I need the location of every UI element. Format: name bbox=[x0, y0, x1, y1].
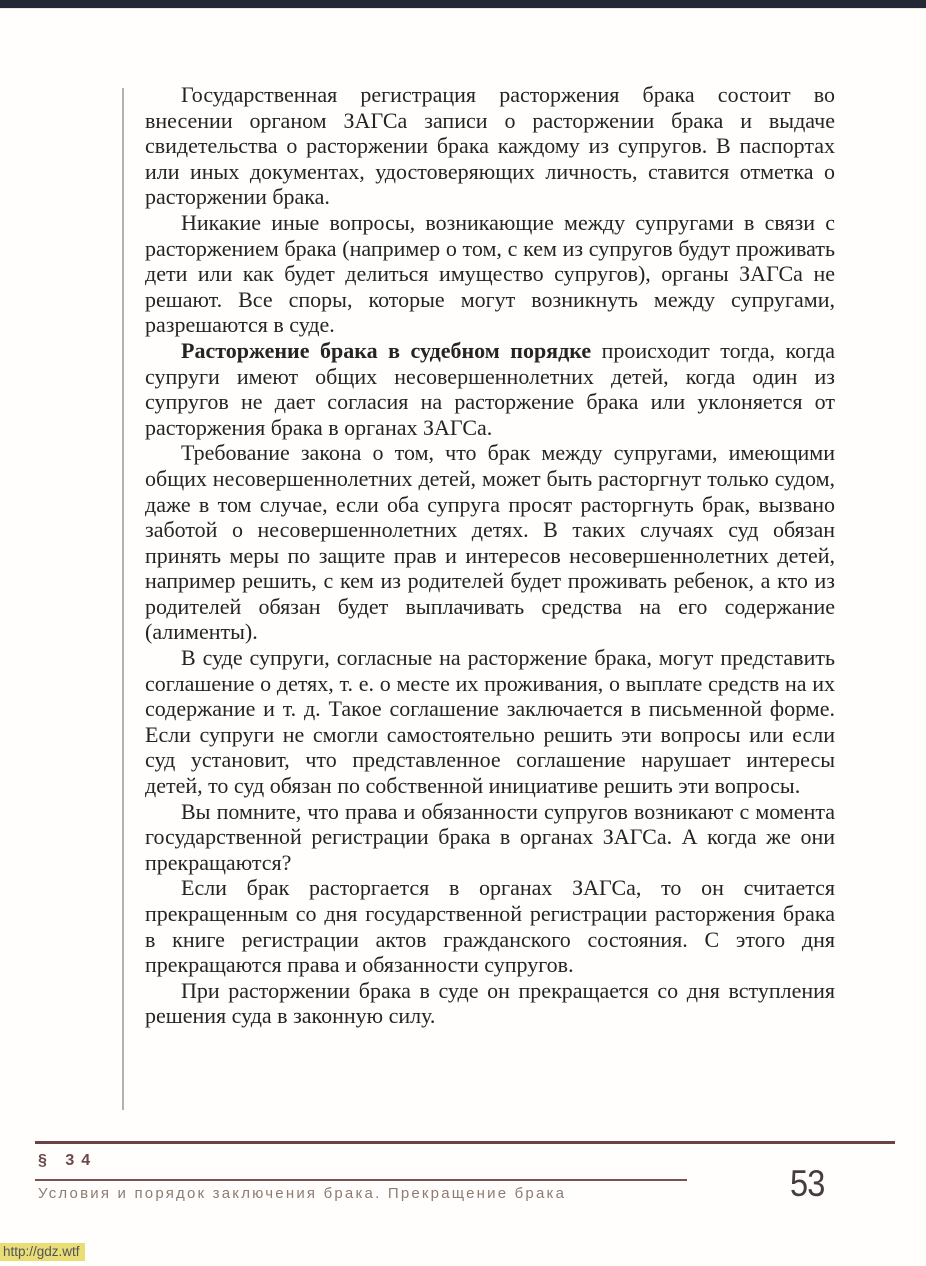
paragraph: При расторжении брака в суде он прекращается со дня вступления решения суда в законную силу. bbox=[145, 977, 835, 1029]
paragraph: Требование закона о том, что брак между супругами, имеющими общих несовершеннолетних детей, может быть расторгнут только судом, даже в том случае, если оба супруга просят расторгнуть брак, вызвано заботой о несовершеннолетних детях. В таких случаях суд обязан принять меры по защите прав и интересов несовершеннолетних детей, например решить, с кем из родителей будет проживать ребенок, а кто из родителей обязан будет выплачивать средства на его содержание (алименты). bbox=[145, 440, 835, 645]
footer-subtitle-rule bbox=[35, 1179, 687, 1181]
footer-top-rule bbox=[35, 1141, 895, 1144]
section-subtitle: Условия и порядок заключения брака. Прекращение брака bbox=[38, 1185, 567, 1202]
section-number-label: § 34 bbox=[38, 1152, 98, 1169]
page-number: 53 bbox=[790, 1163, 825, 1204]
paragraphs-container bbox=[145, 82, 835, 1029]
paragraph: Никакие иные вопросы, возникающие между супругами в связи с расторжением брака (например о том, с кем из супругов будут проживать дети или как будет делиться имущество супругов), органы ЗАГСа не решают. Все споры, которые могут возникнуть между супругами, разрешаются в суде. bbox=[145, 209, 835, 338]
paragraph-bold-lead: Расторжение брака в судебном порядке bbox=[181, 337, 592, 363]
body-text-column bbox=[145, 82, 835, 1029]
paragraph: В суде супруги, согласные на расторжение брака, могут представить соглашение о детях, т. е. о месте их проживания, о выплате средств на их содержание и т. д. Такое соглашение заключается в письменной форме. Если супруги не смогли самостоятельно решить эти вопросы или если суд установит, что представленное соглашение нарушает интересы детей, то суд обязан по собственной инициативе решить эти вопросы. bbox=[145, 645, 835, 799]
paragraph: Если брак расторгается в органах ЗАГСа, то он считается прекращенным со дня государственной регистрации расторжения брака в книге регистрации актов гражданского состояния. С этого дня прекращаются права и обязанности супругов. bbox=[145, 875, 835, 978]
left-margin-rule bbox=[122, 88, 124, 1110]
watermark-link[interactable]: http://gdz.wtf bbox=[0, 1243, 85, 1261]
paragraph: Вы помните, что права и обязанности супругов возникают с момента государственной регистрации брака в органах ЗАГСа. А когда же они прекращаются? bbox=[145, 798, 835, 875]
scan-top-edge bbox=[0, 0, 926, 9]
paragraph: Расторжение брака в судебном порядке происходит тогда, когда супруги имеют общих несовершеннолетних детей, когда один из супругов не дает согласия на расторжение брака или уклоняется от расторжения брака в органах ЗАГСа. bbox=[145, 337, 835, 440]
paragraph: Государственная регистрация расторжения брака состоит во внесении органом ЗАГСа записи о расторжении брака и выдаче свидетельства о расторжении брака каждому из супругов. В паспортах или иных документах, удостоверяющих личность, ставится отметка о расторжении брака. bbox=[145, 82, 835, 210]
